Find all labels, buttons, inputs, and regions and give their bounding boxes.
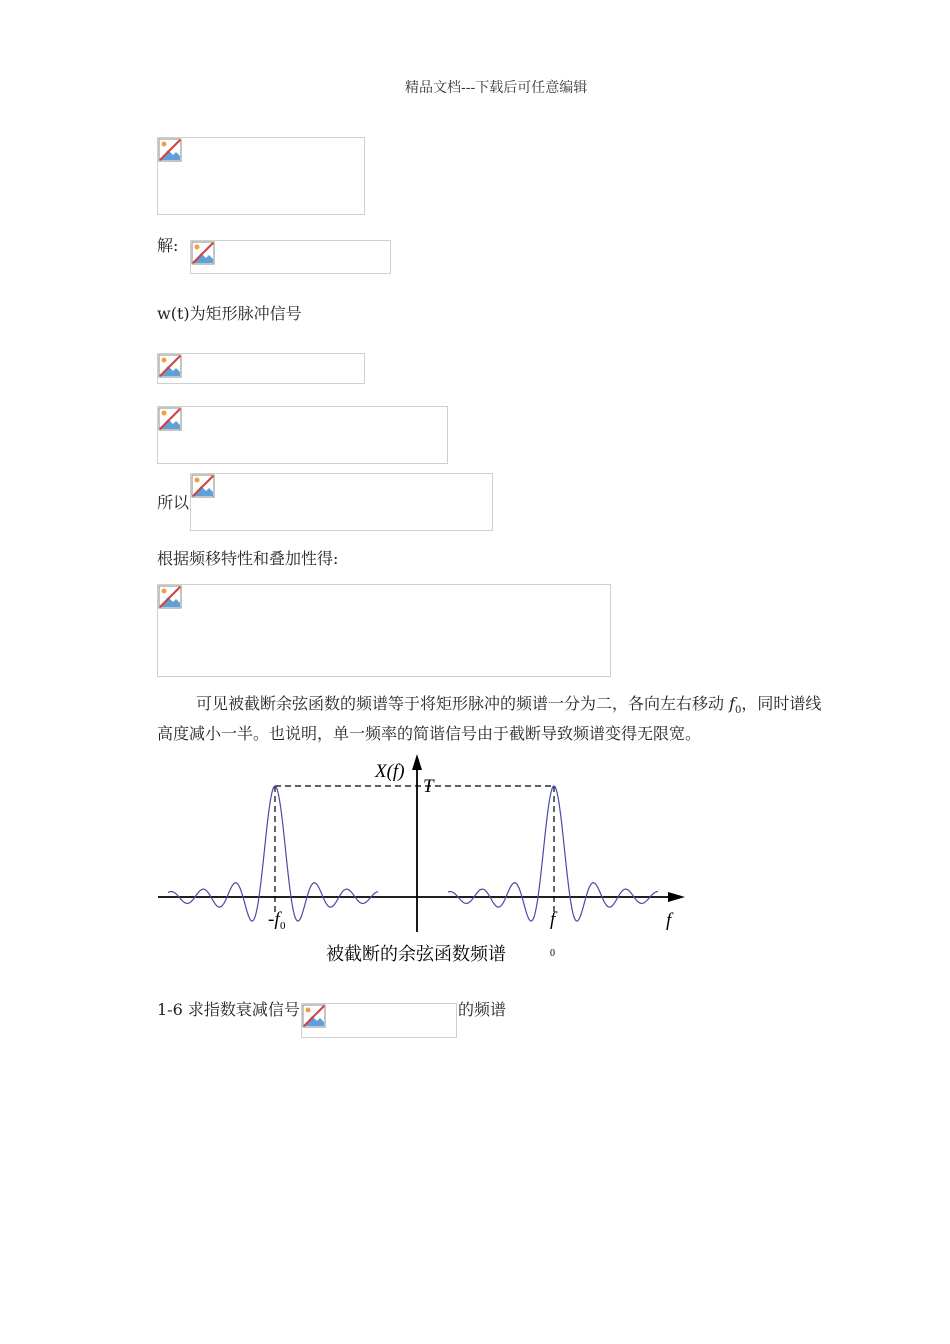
f0-subscript: 0 (735, 705, 742, 717)
formula-image (157, 406, 448, 464)
formula-image (157, 353, 365, 384)
broken-image-icon (302, 1004, 326, 1028)
conclusion-text: 可见被截断余弦函数的频谱等于将矩形脉冲的频谱一分为二，各向左右移动 (196, 694, 730, 713)
right-sinc-curve (448, 786, 658, 921)
truncated-cosine-spectrum-figure (150, 752, 710, 982)
broken-image-icon (158, 138, 182, 162)
formula-image (190, 240, 391, 274)
conclusion-line-2: 高度减小一半。也说明，单一频率的简谐信号由于截断导致频谱变得无限宽。 (157, 724, 702, 743)
page-header: 精品文档---下载后可任意编辑 (405, 80, 588, 96)
stray-subscript: 0 (550, 948, 555, 959)
solution-label: 解: (157, 236, 179, 255)
conclusion-line-1 (196, 694, 821, 721)
figure-caption: 被截断的余弦函数频谱 (326, 944, 506, 964)
broken-image-icon (191, 474, 215, 498)
wt-description: w(t)为矩形脉冲信号 (157, 304, 302, 323)
f0-symbol: f (729, 694, 736, 713)
neg-f0-subscript: 0 (280, 920, 286, 932)
y-axis-arrow (412, 754, 422, 770)
broken-image-icon (158, 407, 182, 431)
formula-image (190, 473, 493, 531)
broken-image-icon (158, 585, 182, 609)
property-line: 根据频移特性和叠加性得: (157, 549, 339, 568)
x-axis-arrow (668, 892, 685, 902)
problem-1-6-prefix: 1-6 求指数衰减信号 (157, 1000, 300, 1019)
neg-f0-label: -f (268, 909, 280, 930)
peak-label: T (423, 776, 434, 797)
problem-1-6-suffix: 的频谱 (458, 1000, 507, 1019)
formula-image (157, 137, 365, 215)
formula-image (157, 584, 611, 677)
formula-image (301, 1003, 457, 1038)
broken-image-icon (191, 241, 215, 265)
x-axis-label: f (666, 910, 672, 931)
pos-f0-label: f (550, 909, 556, 930)
therefore-label: 所以 (157, 493, 190, 512)
left-sinc-curve (168, 786, 378, 921)
broken-image-icon (158, 354, 182, 378)
y-axis-label: X(f) (375, 761, 405, 782)
conclusion-text: ，同时谱线 (741, 694, 822, 713)
